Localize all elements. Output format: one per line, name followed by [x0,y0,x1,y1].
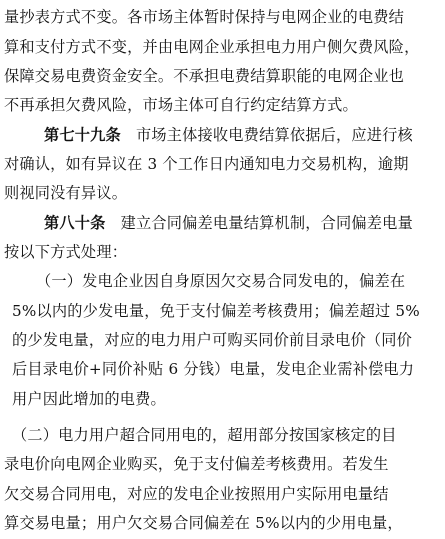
text-line [12,386,445,412]
text-line [12,356,445,382]
text-line [4,4,445,30]
text-line [4,239,445,265]
line-text: 则视同没有异议。 [4,184,128,202]
text-line [12,422,445,448]
line-text: 建立合同偏差电量结算机制，合同偏差电量 [120,214,413,232]
line-text: 录电价向电网企业购买，免于支付偏差考核费用。若发生 [4,455,389,473]
article-line [44,122,445,148]
article-heading: 第七十九条 [44,126,121,144]
line-text: （二）电力用户超合同用电的，超用部分按国家核定的目 [12,426,397,444]
text-line [4,481,445,507]
line-text: 保障交易电费资金安全。不承担电费结算职能的电网企业也 [4,67,405,85]
line-text: 用户因此增加的电费。 [12,390,166,408]
line-text: 算和支付方式不变，并由电网企业承担电力用户侧欠费风险， [4,38,420,56]
line-text: 按以下方式处理： [4,243,128,261]
text-line [4,151,445,177]
line-text: 欠交易合同用电，对应的发电企业按照用户实际用电量结 [4,485,389,503]
line-text: 量抄表方式不变。各市场主体暂时保持与电网企业的电费结 [4,8,405,26]
line-text: 后目录电价+同价补贴 6 分钱）电量，发电企业需补偿电力 [12,360,415,378]
line-text: 市场主体接收电费结算依据后，应进行核 [135,126,413,144]
article-heading: 第八十条 [44,214,106,232]
text-line [4,34,445,60]
text-line [12,298,445,324]
text-line [12,327,445,353]
line-text: （一）发电企业因自身原因欠交易合同发电的，偏差在 [36,272,406,290]
line-text: 对确认，如有异议在 3 个工作日内通知电力交易机构，逾期 [4,155,409,173]
text-line [4,510,445,536]
text-line [4,92,445,118]
text-line [4,451,445,477]
line-text: 5%以内的少发电量，免于支付偏差考核费用；偏差超过 5% [12,302,420,320]
line-text: 的少发电量，对应的电力用户可购买同价前目录电价（同价 [12,331,413,349]
text-line [4,63,445,89]
line-text: 算交易电量；用户欠交易合同偏差在 5%以内的少用电量， [4,514,403,532]
article-line [44,210,445,236]
text-line [4,180,445,206]
line-text: 不再承担欠费风险，市场主体可自行约定结算方式。 [4,96,358,114]
text-line [36,268,445,294]
